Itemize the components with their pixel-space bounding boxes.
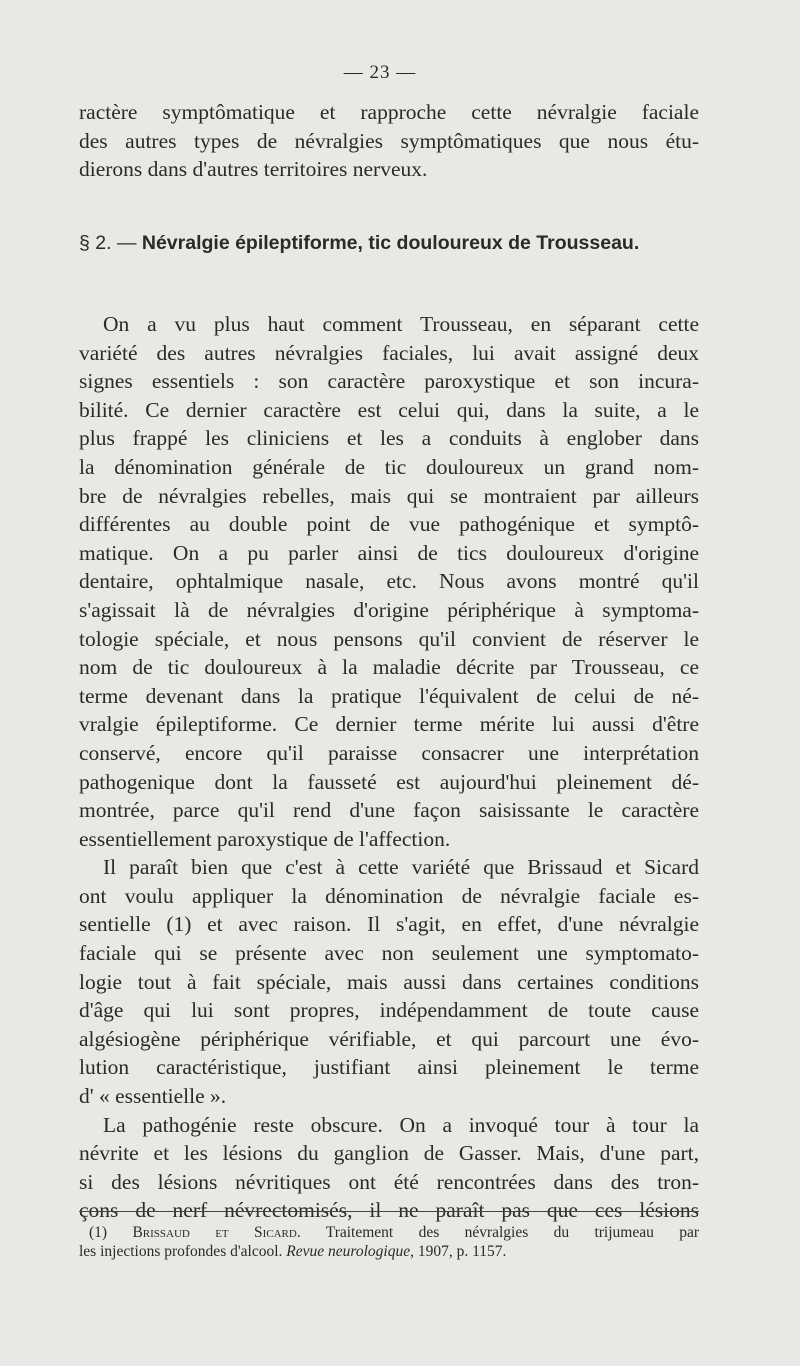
text-line: vralgie épileptiforme. Ce dernier terme mérite lui aussi d'être	[79, 712, 699, 737]
text-line: dierons dans d'autres territoires nerveux.	[79, 157, 428, 182]
text-line: matique. On a pu parler ainsi de tics douloureux d'origine	[79, 540, 699, 565]
footnote-line	[79, 1223, 699, 1242]
text-line: bre de névralgies rebelles, mais qui se montraient par ailleurs	[79, 483, 699, 508]
text-line: faciale qui se présente avec non seulement une symptomato-	[79, 941, 699, 966]
footnote-marker: (1)	[89, 1224, 108, 1241]
text-line: logie tout à fait spéciale, mais aussi dans certaines conditions	[79, 969, 699, 994]
section-number: § 2. —	[79, 232, 137, 254]
text-line: différentes au double point de vue pathogénique et symptô-	[79, 512, 699, 537]
intro-paragraph	[79, 98, 699, 184]
section-heading	[79, 232, 699, 255]
footnote-line	[79, 1242, 699, 1261]
text-line: ractère symptômatique et rapproche cette névralgie faciale	[79, 100, 699, 124]
text-line: çons de nerf névrectomisés, il ne paraît pas que ces lésions	[79, 1198, 699, 1223]
section-title: Névralgie épileptiforme, tic douloureux de Trousseau.	[141, 232, 640, 254]
footnote-journal: Revue neurologique	[286, 1243, 411, 1260]
text-line: pathogenique dont la fausseté est aujourd'hui pleinement dé-	[79, 769, 699, 794]
text-line: La pathogénie reste obscure. On a invoqué tour à tour la	[103, 1112, 699, 1137]
text-line: si des lésions névritiques ont été rencontrées dans des tron-	[79, 1169, 699, 1194]
page-number: — 23 —	[343, 62, 417, 83]
text-line: d'âge qui lui sont propres, indépendamment de toute cause	[79, 998, 699, 1023]
text-line: s'agissait là de névralgies d'origine périphérique à symptoma-	[79, 597, 699, 622]
body-text	[79, 310, 699, 1225]
text-line: ont voulu appliquer la dénomination de névralgie faciale es-	[79, 883, 699, 908]
text-line: des autres types de névralgies symptômatiques que nous étu-	[79, 128, 699, 153]
text-line: variété des autres névralgies faciales, lui avait assigné deux	[79, 340, 699, 365]
footnote	[79, 1223, 699, 1261]
footnote-authors: Brissaud et Sicard.	[132, 1224, 301, 1241]
text-line: montrée, parce qu'il rend d'une façon saisissante le caractère	[79, 798, 699, 823]
footnote-text: les injections profondes d'alcool.	[79, 1243, 283, 1260]
text-line: la dénomination générale de tic douloureux un grand nom-	[79, 454, 699, 479]
text-line: signes essentiels : son caractère paroxystique et son incura-	[79, 369, 699, 394]
text-line: algésiogène périphérique vérifiable, et qui parcourt une évo-	[79, 1026, 699, 1051]
footnote-divider	[79, 1211, 699, 1212]
text-line: conservé, encore qu'il paraisse consacrer une interprétation	[79, 740, 699, 765]
text-line: Il paraît bien que c'est à cette variété que Brissaud et Sicard	[103, 855, 699, 880]
text-line: névrite et les lésions du ganglion de Gasser. Mais, d'une part,	[79, 1141, 699, 1166]
text-line: sentielle (1) et avec raison. Il s'agit, en effet, d'une névralgie	[79, 912, 699, 937]
text-line: terme devenant dans la pratique l'équivalent de celui de né-	[79, 683, 699, 708]
footnote-text: Traitement des névralgies du trijumeau par	[325, 1224, 700, 1241]
text-line: bilité. Ce dernier caractère est celui qui, dans la suite, a le	[79, 397, 699, 422]
text-line: essentiellement paroxystique de l'affection.	[79, 826, 451, 851]
text-line: tologie spéciale, et nous pensons qu'il convient de réserver le	[79, 626, 699, 651]
text-line: d' « essentielle ».	[79, 1084, 227, 1109]
text-line: nom de tic douloureux à la maladie décrite par Trousseau, ce	[79, 655, 699, 680]
text-line: On a vu plus haut comment Trousseau, en séparant cette	[103, 312, 699, 336]
text-line: lution caractéristique, justifiant ainsi pleinement le terme	[79, 1055, 699, 1080]
text-line: dentaire, ophtalmique nasale, etc. Nous avons montré qu'il	[79, 569, 699, 594]
footnote-text: , 1907, p. 1157.	[410, 1243, 507, 1260]
text-line: plus frappé les cliniciens et les a conduits à englober dans	[79, 426, 699, 451]
